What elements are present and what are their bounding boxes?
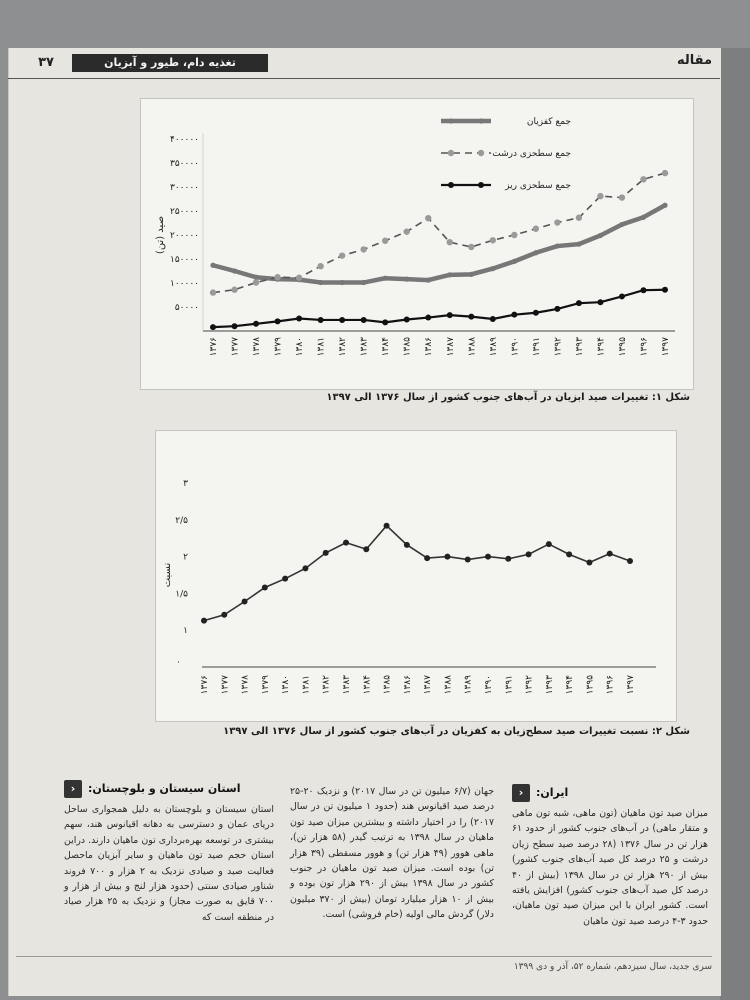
series-1-point xyxy=(566,551,572,557)
section-body-continued: جهان (۶/۷ میلیون تن در سال ۲۰۱۷) و نزدیک ۲۰-۲۵ درصد صید اقیانوس هند (حدود ۱ میلیون تن در سال ۲۰۱۷) را در اختیار داشته و بیشترین میزان صید تون ماهیان در سال ۱۳۹۸ به ترتیب گیدر (۵۸ هزار تن)، ماهی هوور (۴۹ هزار تن) و هوور مسقطی (۳۹ هزار تن) بوده است. میزان صید تون ماهیان در جنوب کشور در سال ۱۳۹۸ بیش از ۲۹۰ هزار تون بوده و بیش از ۱۰ هزار میلیارد تومان (بیش از ۳۷۰ میلیون دلار) گردش مالی اولیه (خام فروشی) است. xyxy=(290,786,495,921)
series-1-point xyxy=(627,558,633,564)
chart-1 xyxy=(141,99,693,389)
series-2-point xyxy=(231,287,237,293)
series-3-point xyxy=(447,312,453,318)
section-heading-sistan-text: استان سیستان و بلوچستان: xyxy=(88,782,241,796)
x-tick-label: ۱۳۷۶ xyxy=(200,675,210,695)
series-1-point xyxy=(242,598,248,604)
x-tick-label: ۱۳۸۸ xyxy=(443,675,454,695)
x-tick-label: ۱۳۸۷ xyxy=(445,337,456,357)
legend-marker xyxy=(448,118,453,123)
series-2-point xyxy=(511,232,517,238)
series-line-3 xyxy=(213,290,665,327)
section-body-iran: میزان صید تون ماهیان (تون ماهی، شبه تون ماهی و متقار ماهی) در آب‌های جنوب کشور از حدود ۶۱ هزار تن در سال ۱۳۷۶ (۲۸ درصد صید سطح زیان درشت و ۲۵ درصد کل صید آب‌های جنوب کشور) بیش از ۲۹۰ هزار تن در سال ۱۳۹۸ (بیش از ۴۰ درصد کل صید آب‌های جنوب کشور) افزایش یافته است. کشور ایران با این میزان صید تون ماهیان، حدود ۳-۴ درصد صید تون ماهیان xyxy=(512,808,709,927)
series-1-point xyxy=(444,554,450,560)
series-2-point xyxy=(597,193,603,199)
series-1-point xyxy=(662,203,667,208)
series-1-point xyxy=(262,585,268,591)
series-3-point xyxy=(662,287,668,293)
series-1-point xyxy=(586,559,592,565)
series-3-point xyxy=(210,324,216,330)
y-tick-label: ۲۰۰۰۰۰ xyxy=(169,231,199,241)
section-arrow-icon: ‹ xyxy=(64,780,82,798)
series-3-point xyxy=(619,293,625,299)
series-1-point xyxy=(383,276,388,281)
series-1-point xyxy=(343,540,349,546)
series-2-point xyxy=(468,244,474,250)
x-tick-label: ۱۳۸۰ xyxy=(295,337,306,357)
legend-label-2: جمع سطحزی درشت xyxy=(492,149,571,159)
y-tick-label: ۳ xyxy=(183,479,188,489)
column-right xyxy=(512,784,708,929)
y-tick-label: ۱۰۰۰۰۰ xyxy=(169,279,199,289)
x-tick-label: ۱۳۸۹ xyxy=(488,337,499,357)
series-1-point xyxy=(404,542,410,548)
y-tick-label: ۳۰۰۰۰۰ xyxy=(169,183,199,193)
x-tick-label: ۱۳۸۴ xyxy=(381,337,392,357)
x-tick-label: ۱۳۹۱ xyxy=(531,337,542,357)
y-tick-label: ۳۵۰۰۰۰ xyxy=(169,159,199,169)
series-3-point xyxy=(232,323,238,329)
series-1-point xyxy=(426,278,431,283)
series-2-point xyxy=(253,279,259,285)
series-2-point xyxy=(425,215,431,221)
x-tick-label: ۱۳۷۹ xyxy=(260,675,271,695)
legend-marker xyxy=(478,182,484,188)
series-2-point xyxy=(490,237,496,243)
legend-marker xyxy=(478,150,484,156)
series-2-point xyxy=(640,176,646,182)
x-tick-label: ۱۳۷۸ xyxy=(252,337,263,357)
x-tick-label: ۱۳۸۲ xyxy=(338,337,349,357)
series-1-point xyxy=(404,277,409,282)
magazine-title: تغذیه دام، طیور و آبزیان xyxy=(72,54,268,72)
x-tick-label: ۱۳۸۳ xyxy=(342,675,352,695)
section-heading-sistan xyxy=(64,780,274,798)
x-tick-label: ۱۳۹۴ xyxy=(565,675,576,695)
x-tick-label: ۱۳۸۸ xyxy=(467,337,478,357)
x-tick-label: ۱۳۸۵ xyxy=(402,337,413,357)
series-2-point xyxy=(210,289,216,295)
x-tick-label: ۱۳۹۳ xyxy=(574,337,585,357)
x-tick-label: ۱۳۹۲ xyxy=(524,675,535,695)
series-3-point xyxy=(511,312,517,318)
series-3-point xyxy=(425,315,431,321)
page-edge-shadow xyxy=(720,48,750,1000)
series-1-point xyxy=(424,555,430,561)
series-1-point xyxy=(619,222,624,227)
series-1-point xyxy=(318,280,323,285)
series-1-point xyxy=(253,275,258,280)
y-tick-label: ۱۵۰۰۰۰ xyxy=(169,255,199,265)
column-left xyxy=(64,780,274,925)
y-tick-label: ۲ xyxy=(183,552,188,563)
series-2-point xyxy=(274,274,280,280)
x-tick-label: ۱۳۸۳ xyxy=(359,337,370,357)
series-3-point xyxy=(468,314,474,320)
x-tick-label: ۱۳۹۷ xyxy=(626,675,636,695)
series-3-point xyxy=(576,300,582,306)
x-tick-label: ۱۳۸۷ xyxy=(423,675,434,695)
chart-2-caption: شکل ۲: نسبت تغییرات صید سطح‌زیان به کفزیان در آب‌های جنوب کشور از سال ۱۳۷۶ الی ۱۳۹۷ xyxy=(223,726,690,737)
series-1-point xyxy=(641,215,646,220)
chart-2 xyxy=(156,431,676,721)
legend-marker xyxy=(448,182,454,188)
series-1-point xyxy=(340,280,345,285)
legend-label-1: جمع کفزیان xyxy=(526,117,571,127)
series-3-point xyxy=(361,317,367,323)
x-tick-label: ۱۳۸۶ xyxy=(402,675,413,695)
series-2-point xyxy=(447,239,453,245)
series-2-point xyxy=(576,215,582,221)
series-line-1 xyxy=(204,526,630,621)
series-1-point xyxy=(576,242,581,247)
series-1-point xyxy=(598,233,603,238)
series-1-point xyxy=(323,550,329,556)
series-2-point xyxy=(382,238,388,244)
series-1-point xyxy=(302,565,308,571)
series-2-point xyxy=(404,228,410,234)
series-1-point xyxy=(526,551,532,557)
series-1-point xyxy=(363,546,369,552)
section-arrow-icon: ‹ xyxy=(512,784,530,802)
series-2-point xyxy=(662,170,668,176)
series-3-point xyxy=(339,317,345,323)
chart-1-frame xyxy=(140,98,694,390)
y-axis-label: صید (تن) xyxy=(155,215,166,255)
series-1-point xyxy=(505,556,511,562)
x-tick-label: ۱۳۷۹ xyxy=(273,337,284,357)
chart-1-caption: شکل ۱: تغییرات صید ابزیان در آب‌های جنوب کشور از سال ۱۳۷۶ الی ۱۳۹۷ xyxy=(326,392,690,403)
series-2-point xyxy=(360,246,366,252)
section-heading-iran-text: ایران: xyxy=(536,786,569,800)
series-3-point xyxy=(253,321,259,327)
column-middle xyxy=(290,784,494,923)
x-tick-label: ۱۳۸۱ xyxy=(301,675,312,695)
y-axis-label: نسبت xyxy=(162,562,173,588)
section-heading-iran xyxy=(512,784,708,802)
x-tick-label: ۱۳۸۲ xyxy=(321,675,332,695)
x-tick-label: ۱۳۸۹ xyxy=(463,675,474,695)
y-tick-label: ۱/۵ xyxy=(175,589,188,600)
footer-rule xyxy=(16,956,712,957)
y-tick-label: ۱ xyxy=(183,626,188,637)
series-1-point xyxy=(232,268,237,273)
y-tick-label: ۴۰۰۰۰۰ xyxy=(169,135,199,145)
series-1-point xyxy=(485,554,491,560)
y-tick-label: ۲/۵ xyxy=(175,515,188,526)
series-1-point xyxy=(465,557,471,563)
x-tick-label: ۱۳۷۷ xyxy=(220,675,231,695)
x-tick-label: ۱۳۸۱ xyxy=(316,337,327,357)
series-3-point xyxy=(490,316,496,322)
section-body-sistan: استان سیستان و بلوچستان به دلیل همجواری ساحل دریای عمان و دسترسی به دهانه اقیانوس هند، سهم بیشتری در توسعه بهره‌برداری تون ماهیان دارند. دراین استان حجم صید تون ماهیان و سایر آبزیان ماحصل فعالیت صید و صیادی نزدیک به ۲ هزار و ۷۰۰ فروند شناور صیادی سنتی (حدود هزار لنج و بیش از هزار و ۷۰۰ قایق به صورت مجاز) و نزدیک به ۲۵ هزار صیاد در منطقه است که xyxy=(64,804,274,923)
series-1-point xyxy=(282,576,288,582)
series-3-point xyxy=(296,316,302,322)
legend-label-3: جمع سطحزی ریز xyxy=(505,181,571,191)
x-tick-label: ۱۳۸۴ xyxy=(362,675,373,695)
header-rule xyxy=(8,78,720,79)
series-3-point xyxy=(318,317,324,323)
x-tick-label: ۱۳۹۵ xyxy=(617,337,628,357)
chart-2-frame xyxy=(155,430,677,722)
series-1-point xyxy=(607,551,613,557)
section-label: مقاله xyxy=(676,53,712,68)
legend-marker xyxy=(448,150,454,156)
page-number: ۳۷ xyxy=(38,55,54,70)
series-1-point xyxy=(210,263,215,268)
x-tick-label: ۱۳۹۴ xyxy=(596,337,607,357)
series-3-point xyxy=(533,310,539,316)
series-1-point xyxy=(201,618,207,624)
series-2-point xyxy=(619,194,625,200)
page-header xyxy=(8,48,720,78)
series-3-point xyxy=(275,318,281,324)
x-tick-label: ۱۳۹۲ xyxy=(553,337,564,357)
series-3-point xyxy=(382,319,388,325)
x-tick-label: ۱۳۸۰ xyxy=(281,675,292,695)
x-tick-label: ۱۳۹۱ xyxy=(504,675,515,695)
series-2-point xyxy=(317,263,323,269)
series-2-point xyxy=(339,252,345,258)
x-tick-label: ۱۳۹۶ xyxy=(605,675,616,695)
series-1-point xyxy=(490,266,495,271)
series-1-point xyxy=(555,243,560,248)
y-tick-label: ۲۵۰۰۰۰ xyxy=(169,207,199,217)
series-1-point xyxy=(221,612,227,618)
x-tick-label: ۱۳۷۷ xyxy=(230,337,241,357)
series-3-point xyxy=(640,287,646,293)
series-1-point xyxy=(447,272,452,277)
series-1-point xyxy=(469,272,474,277)
series-3-point xyxy=(597,299,603,305)
x-tick-label: ۱۳۹۵ xyxy=(585,675,596,695)
x-tick-label: ۱۳۹۶ xyxy=(639,337,650,357)
series-1-point xyxy=(533,250,538,255)
series-line-1 xyxy=(213,205,665,282)
series-2-point xyxy=(533,226,539,232)
x-tick-label: ۱۳۸۶ xyxy=(424,337,435,357)
series-2-point xyxy=(296,275,302,281)
x-tick-label: ۱۳۹۰ xyxy=(484,675,494,695)
y-tick-label: ۵۰۰۰۰ xyxy=(174,303,199,313)
x-tick-label: ۱۳۹۷ xyxy=(661,337,671,357)
series-line-2 xyxy=(213,173,665,293)
series-1-point xyxy=(361,280,366,285)
x-tick-label: ۱۳۹۰ xyxy=(510,337,521,357)
series-1-point xyxy=(384,523,390,529)
page-footer: سری جدید، سال سیزدهم، شماره ۵۲، آذر و دی ۱۳۹۹ xyxy=(513,962,712,972)
x-tick-label: ۱۳۷۸ xyxy=(240,675,251,695)
series-3-point xyxy=(404,316,410,322)
series-1-point xyxy=(546,541,552,547)
y-tick-dot: . xyxy=(177,655,180,666)
x-tick-label: ۱۳۸۵ xyxy=(382,675,393,695)
x-tick-label: ۱۳۷۶ xyxy=(209,337,219,357)
series-2-point xyxy=(554,219,560,225)
series-3-point xyxy=(554,306,560,312)
legend-marker xyxy=(478,118,483,123)
series-1-point xyxy=(512,259,517,264)
x-tick-label: ۱۳۹۳ xyxy=(544,675,555,695)
